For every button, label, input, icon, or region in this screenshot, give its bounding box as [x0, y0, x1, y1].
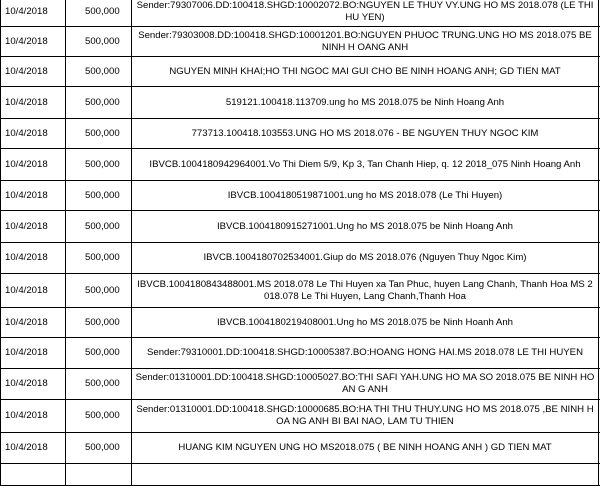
- description-cell: Sender:79303008.DD:100418.SHGD:10001201.BO:NGUYEN PHUOC TRUNG.UNG HO MS 2018.075 BE NINH H OANG ANH: [132, 27, 599, 57]
- description-cell: 519121.100418.113709.ung ho MS 2018.075 be Ninh Hoang Anh: [132, 87, 599, 119]
- description-cell: HUANG KIM NGUYEN UNG HO MS2018.075 ( BE NINH HOANG ANH ) GD TIEN MAT: [132, 433, 599, 464]
- amount-cell: 500,000: [66, 338, 132, 369]
- description-cell: IBVCB.1004180219408001.Ung ho MS 2018.075 be Ninh Hoanh Anh: [132, 308, 599, 338]
- amount-cell: 500,000: [66, 274, 132, 308]
- amount-cell: 500,000: [66, 57, 132, 87]
- amount-cell: 500,000: [66, 211, 132, 243]
- table-row: [1, 87, 600, 119]
- amount-cell: 500,000: [66, 243, 132, 274]
- date-cell: 10/4/2018: [1, 211, 66, 243]
- description-cell: Sender:79310001.DD:100418.SHGD:10005387.BO:HOANG HONG HAI.MS 2018.078 LE THI HUYEN: [132, 338, 599, 369]
- description-cell: Sender:79307006.DD:100418.SHGD:10002072.BO:NGUYEN LE THUY VY.UNG HO MS 2018.078 (LE THI HU YEN): [132, 0, 599, 27]
- date-cell: 10/4/2018: [1, 338, 66, 369]
- amount-cell: 500,000: [66, 0, 132, 27]
- amount-cell: 500,000: [66, 400, 132, 433]
- table-row: [1, 0, 600, 27]
- amount-cell: 500,000: [66, 308, 132, 338]
- table-row: [1, 369, 600, 400]
- table-row: [1, 274, 600, 308]
- description-cell: NGUYEN MINH KHAI;HO THI NGOC MAI GUI CHO BE NINH HOANG ANH; GD TIEN MAT: [132, 57, 599, 87]
- table-row: [1, 400, 600, 433]
- amount-cell: 500,000: [66, 433, 132, 464]
- description-cell: 773713.100418.103553.UNG HO MS 2018.076 - BE NGUYEN THUY NGOC KIM: [132, 119, 599, 149]
- date-cell: 10/4/2018: [1, 119, 66, 149]
- table-row: [1, 338, 600, 369]
- date-cell: 10/4/2018: [1, 27, 66, 57]
- table-row: [1, 27, 600, 57]
- description-cell: IBVCB.1004180942964001.Vo Thi Diem 5/9, Kp 3, Tan Chanh Hiep, q. 12 2018_075 Ninh Hoang Anh: [132, 149, 599, 181]
- table-row: [1, 211, 600, 243]
- description-cell: [132, 464, 599, 486]
- description-cell: Sender:01310001.DD:100418.SHGD:10000685.BO:HA THI THU THUY.UNG HO MS 2018.075 ,BE NINH HOA NG ANH BI BAI NAO, LAM TU THIEN: [132, 400, 599, 433]
- date-cell: 10/4/2018: [1, 149, 66, 181]
- amount-cell: [66, 464, 132, 486]
- date-cell: 10/4/2018: [1, 308, 66, 338]
- date-cell: 10/4/2018: [1, 87, 66, 119]
- amount-cell: 500,000: [66, 27, 132, 57]
- date-cell: 10/4/2018: [1, 369, 66, 400]
- table-row: [1, 181, 600, 211]
- table-row: [1, 119, 600, 149]
- date-cell: 10/4/2018: [1, 243, 66, 274]
- date-cell: 10/4/2018: [1, 433, 66, 464]
- amount-cell: 500,000: [66, 149, 132, 181]
- date-cell: 10/4/2018: [1, 57, 66, 87]
- table-row: [1, 149, 600, 181]
- date-cell: [1, 464, 66, 486]
- table-row: [1, 57, 600, 87]
- description-cell: IBVCB.1004180702534001.Giup do MS 2018.076 (Nguyen Thuy Ngoc Kim): [132, 243, 599, 274]
- amount-cell: 500,000: [66, 87, 132, 119]
- table-row: [1, 433, 600, 464]
- table-row: [1, 464, 600, 486]
- table-row: [1, 243, 600, 274]
- date-cell: 10/4/2018: [1, 181, 66, 211]
- amount-cell: 500,000: [66, 119, 132, 149]
- description-cell: IBVCB.1004180915271001.Ung ho MS 2018.075 be Ninh Hoang Anh: [132, 211, 599, 243]
- description-cell: Sender:01310001.DD:100418.SHGD:10005027.BO:THI SAFI YAH.UNG HO MA SO 2018.075 BE NINH HOAN G ANH: [132, 369, 599, 400]
- table-row: [1, 308, 600, 338]
- date-cell: 10/4/2018: [1, 274, 66, 308]
- transactions-table-body: [1, 0, 600, 486]
- amount-cell: 500,000: [66, 181, 132, 211]
- date-cell: 10/4/2018: [1, 0, 66, 27]
- description-cell: IBVCB.1004180843488001.MS 2018.078 Le Thi Huyen xa Tan Phuc, huyen Lang Chanh, Thanh Hoa MS 2018.078 Le Thi Huyen, Lang Chanh,Thanh Hoa: [132, 274, 599, 308]
- date-cell: 10/4/2018: [1, 400, 66, 433]
- description-cell: IBVCB.1004180519871001.ung ho MS 2018.078 (Le Thi Huyen): [132, 181, 599, 211]
- amount-cell: 500,000: [66, 369, 132, 400]
